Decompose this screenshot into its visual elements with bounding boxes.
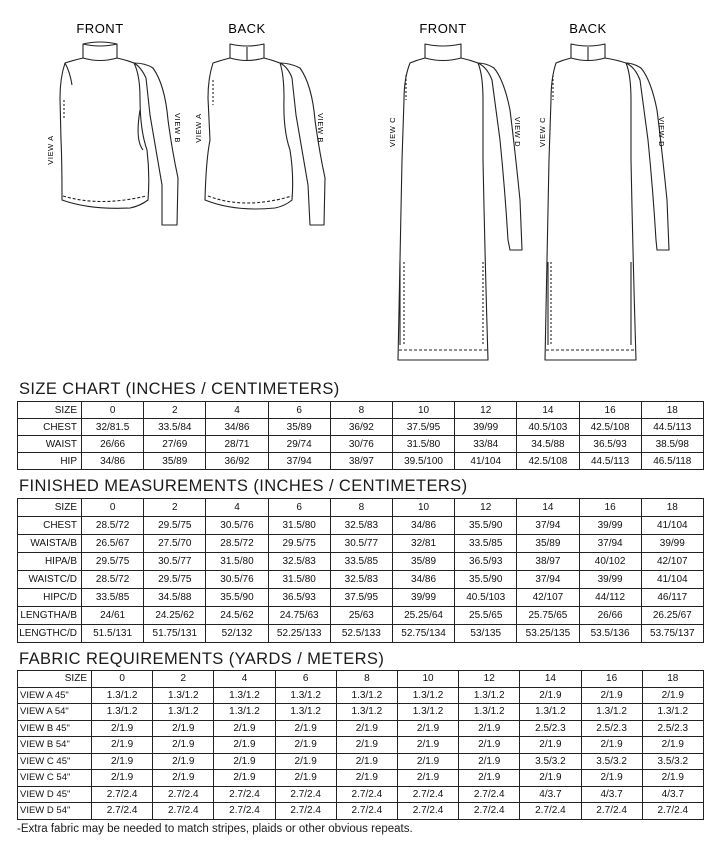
table-row — [18, 720, 704, 737]
table-cell: 2/1.9 — [275, 770, 336, 787]
table-cell: 28/71 — [206, 436, 268, 453]
table-cell: 2.7/2.4 — [214, 803, 275, 820]
size-header-cell: 8 — [336, 671, 397, 688]
table-cell: 2.7/2.4 — [520, 803, 581, 820]
table-cell: 32.5/83 — [330, 517, 392, 535]
table-cell: 2/1.9 — [581, 737, 642, 754]
table-cell: 53/135 — [455, 625, 517, 643]
table-cell: 2/1.9 — [336, 720, 397, 737]
table-cell: 2/1.9 — [459, 770, 520, 787]
table-row — [18, 704, 704, 721]
table-cell: 3.5/3.2 — [642, 753, 703, 770]
table-cell: 2/1.9 — [459, 753, 520, 770]
table-row — [18, 436, 704, 453]
size-header-cell: 0 — [82, 499, 144, 517]
finished-measurements-table — [17, 498, 704, 643]
row-label: VIEW C 54" — [18, 770, 92, 787]
size-header-cell: 0 — [92, 671, 153, 688]
table-cell: 40.5/103 — [455, 589, 517, 607]
table-cell: 42.5/108 — [579, 419, 641, 436]
table-cell: 30.5/76 — [206, 571, 268, 589]
table-cell: 2.7/2.4 — [214, 786, 275, 803]
table-cell: 2/1.9 — [397, 770, 458, 787]
table-row — [18, 419, 704, 436]
table-cell: 51.75/131 — [144, 625, 206, 643]
table-cell: 2/1.9 — [275, 753, 336, 770]
row-label: WAISTA/B — [18, 535, 82, 553]
table-cell: 2/1.9 — [275, 737, 336, 754]
table-cell: 27.5/70 — [144, 535, 206, 553]
table-cell: 41/104 — [641, 517, 703, 535]
size-header-cell: 6 — [268, 402, 330, 419]
table-cell: 26/66 — [82, 436, 144, 453]
table-cell: 2/1.9 — [581, 770, 642, 787]
table-cell: 36.5/93 — [455, 553, 517, 571]
size-header-cell: 12 — [455, 402, 517, 419]
table-cell: 2/1.9 — [520, 737, 581, 754]
row-label: VIEW C 45" — [18, 753, 92, 770]
table-cell: 24.25/62 — [144, 607, 206, 625]
dress-front-drawing — [398, 44, 522, 360]
back-label-dress: BACK — [569, 21, 607, 36]
table-cell: 3.5/3.2 — [581, 753, 642, 770]
table-cell: 2/1.9 — [642, 737, 703, 754]
table-cell: 2.7/2.4 — [642, 803, 703, 820]
table-cell: 35/89 — [144, 453, 206, 470]
view-b-label-front: VIEW B — [173, 113, 182, 143]
table-cell: 53.5/136 — [579, 625, 641, 643]
table-cell: 42/107 — [641, 553, 703, 571]
dress-back-drawing — [545, 44, 669, 360]
table-row — [18, 453, 704, 470]
front-label-dress: FRONT — [419, 21, 467, 36]
table-cell: 37/94 — [579, 535, 641, 553]
table-cell: 36/92 — [206, 453, 268, 470]
table-cell: 39/99 — [455, 419, 517, 436]
fabric-requirements-title: FABRIC REQUIREMENTS (YARDS / METERS) — [19, 650, 385, 668]
table-cell: 1.3/1.2 — [275, 704, 336, 721]
size-header-cell: 10 — [392, 499, 454, 517]
table-cell: 42/107 — [517, 589, 579, 607]
table-cell: 2/1.9 — [275, 720, 336, 737]
table-cell: 2/1.9 — [214, 770, 275, 787]
table-cell: 4/3.7 — [581, 786, 642, 803]
table-header-row — [18, 402, 704, 419]
view-a-label-front: VIEW A — [46, 135, 55, 165]
table-row — [18, 687, 704, 704]
table-cell: 2.7/2.4 — [92, 786, 153, 803]
size-chart-table — [17, 401, 704, 470]
table-row — [18, 535, 704, 553]
row-label: HIPA/B — [18, 553, 82, 571]
table-cell: 2.7/2.4 — [581, 803, 642, 820]
fabric-requirements-table — [17, 670, 704, 820]
table-cell: 2/1.9 — [336, 770, 397, 787]
view-b-label-back: VIEW B — [316, 113, 325, 143]
size-header-label: SIZE — [18, 671, 92, 688]
table-cell: 2.5/2.3 — [581, 720, 642, 737]
size-header-cell: 16 — [579, 402, 641, 419]
top-front-drawing — [60, 42, 178, 225]
table-cell: 25.25/64 — [392, 607, 454, 625]
table-cell: 33/84 — [455, 436, 517, 453]
table-cell: 32/81.5 — [82, 419, 144, 436]
table-cell: 2/1.9 — [397, 737, 458, 754]
size-chart-title: SIZE CHART (INCHES / CENTIMETERS) — [19, 380, 340, 398]
table-cell: 2/1.9 — [92, 753, 153, 770]
table-cell: 30.5/76 — [206, 517, 268, 535]
table-cell: 1.3/1.2 — [275, 687, 336, 704]
table-cell: 2/1.9 — [153, 737, 214, 754]
table-cell: 31.5/80 — [206, 553, 268, 571]
table-cell: 34.5/88 — [517, 436, 579, 453]
table-cell: 40.5/103 — [517, 419, 579, 436]
table-cell: 1.3/1.2 — [642, 704, 703, 721]
table-cell: 51.5/131 — [82, 625, 144, 643]
table-cell: 26.5/67 — [82, 535, 144, 553]
table-cell: 29.5/75 — [268, 535, 330, 553]
size-header-cell: 6 — [275, 671, 336, 688]
table-cell: 53.25/135 — [517, 625, 579, 643]
table-cell: 2.7/2.4 — [459, 803, 520, 820]
table-cell: 27/69 — [144, 436, 206, 453]
table-cell: 31.5/80 — [268, 571, 330, 589]
table-cell: 29/74 — [268, 436, 330, 453]
table-cell: 37.5/95 — [392, 419, 454, 436]
table-cell: 1.3/1.2 — [153, 687, 214, 704]
table-cell: 2.7/2.4 — [336, 803, 397, 820]
row-label: VIEW B 54" — [18, 737, 92, 754]
table-cell: 35/89 — [517, 535, 579, 553]
table-cell: 28.5/72 — [82, 517, 144, 535]
table-cell: 2/1.9 — [153, 770, 214, 787]
table-cell: 33.5/84 — [144, 419, 206, 436]
table-cell: 31.5/80 — [268, 517, 330, 535]
row-label: LENGTHC/D — [18, 625, 82, 643]
table-cell: 30.5/77 — [330, 535, 392, 553]
table-cell: 2/1.9 — [520, 687, 581, 704]
table-cell: 2.7/2.4 — [275, 803, 336, 820]
table-cell: 1.3/1.2 — [459, 687, 520, 704]
table-cell: 52.25/133 — [268, 625, 330, 643]
size-header-cell: 10 — [392, 402, 454, 419]
finished-measurements-title: FINISHED MEASUREMENTS (INCHES / CENTIMETERS) — [19, 477, 468, 495]
table-cell: 2.7/2.4 — [153, 803, 214, 820]
table-cell: 41/104 — [641, 571, 703, 589]
table-cell: 25/63 — [330, 607, 392, 625]
table-cell: 24.5/62 — [206, 607, 268, 625]
table-cell: 2.5/2.3 — [520, 720, 581, 737]
view-c-label-front: VIEW C — [388, 116, 397, 148]
table-cell: 2/1.9 — [92, 720, 153, 737]
size-header-cell: 10 — [397, 671, 458, 688]
size-header-cell: 12 — [459, 671, 520, 688]
row-label: HIPC/D — [18, 589, 82, 607]
size-header-cell: 2 — [144, 499, 206, 517]
table-cell: 44.5/113 — [641, 419, 703, 436]
row-label: VIEW A 45" — [18, 687, 92, 704]
size-header-cell: 4 — [214, 671, 275, 688]
size-header-cell: 14 — [517, 499, 579, 517]
table-cell: 1.3/1.2 — [581, 704, 642, 721]
size-header-cell: 6 — [268, 499, 330, 517]
table-cell: 2/1.9 — [92, 737, 153, 754]
table-cell: 38/97 — [330, 453, 392, 470]
table-row — [18, 770, 704, 787]
table-cell: 2/1.9 — [520, 770, 581, 787]
size-header-cell: 0 — [82, 402, 144, 419]
table-cell: 34/86 — [392, 517, 454, 535]
table-cell: 42.5/108 — [517, 453, 579, 470]
size-header-label: SIZE — [18, 402, 82, 419]
table-cell: 28.5/72 — [82, 571, 144, 589]
row-label: CHEST — [18, 517, 82, 535]
table-cell: 34/86 — [206, 419, 268, 436]
table-cell: 39/99 — [579, 517, 641, 535]
table-cell: 29.5/75 — [144, 517, 206, 535]
table-row — [18, 753, 704, 770]
table-cell: 36.5/93 — [268, 589, 330, 607]
table-cell: 25.5/65 — [455, 607, 517, 625]
size-header-cell: 18 — [642, 671, 703, 688]
row-label: HIP — [18, 453, 82, 470]
table-cell: 2/1.9 — [214, 737, 275, 754]
size-header-cell: 8 — [330, 402, 392, 419]
row-label: CHEST — [18, 419, 82, 436]
size-header-cell: 8 — [330, 499, 392, 517]
table-row — [18, 786, 704, 803]
table-cell: 35/89 — [268, 419, 330, 436]
table-row — [18, 625, 704, 643]
table-cell: 2.7/2.4 — [459, 786, 520, 803]
table-cell: 3.5/3.2 — [520, 753, 581, 770]
table-cell: 37/94 — [517, 517, 579, 535]
table-cell: 35.5/90 — [455, 517, 517, 535]
row-label: WAIST — [18, 436, 82, 453]
size-header-cell: 16 — [581, 671, 642, 688]
table-cell: 2/1.9 — [397, 720, 458, 737]
table-cell: 52.5/133 — [330, 625, 392, 643]
table-cell: 34/86 — [82, 453, 144, 470]
table-cell: 32/81 — [392, 535, 454, 553]
table-cell: 2/1.9 — [153, 753, 214, 770]
table-cell: 29.5/75 — [144, 571, 206, 589]
table-cell: 2/1.9 — [92, 770, 153, 787]
table-cell: 2.7/2.4 — [397, 803, 458, 820]
size-header-cell: 18 — [641, 499, 703, 517]
table-cell: 52.75/134 — [392, 625, 454, 643]
table-cell: 29.5/75 — [82, 553, 144, 571]
table-cell: 1.3/1.2 — [336, 704, 397, 721]
size-header-cell: 2 — [144, 402, 206, 419]
table-cell: 44/112 — [579, 589, 641, 607]
table-row — [18, 803, 704, 820]
size-header-cell: 18 — [641, 402, 703, 419]
table-cell: 35.5/90 — [206, 589, 268, 607]
size-header-cell: 4 — [206, 499, 268, 517]
size-header-cell: 4 — [206, 402, 268, 419]
table-cell: 35.5/90 — [455, 571, 517, 589]
size-header-cell: 16 — [579, 499, 641, 517]
table-cell: 1.3/1.2 — [397, 704, 458, 721]
table-cell: 2/1.9 — [153, 720, 214, 737]
table-cell: 36/92 — [330, 419, 392, 436]
row-label: LENGTHA/B — [18, 607, 82, 625]
front-label: FRONT — [76, 21, 124, 36]
back-label: BACK — [228, 21, 266, 36]
table-cell: 2/1.9 — [581, 687, 642, 704]
table-cell: 46/117 — [641, 589, 703, 607]
table-cell: 1.3/1.2 — [92, 687, 153, 704]
table-cell: 28.5/72 — [206, 535, 268, 553]
table-cell: 31.5/80 — [392, 436, 454, 453]
table-cell: 53.75/137 — [641, 625, 703, 643]
footnote: -Extra fabric may be needed to match stripes, plaids or other obvious repeats. — [17, 823, 413, 835]
table-row — [18, 607, 704, 625]
table-cell: 1.3/1.2 — [92, 704, 153, 721]
row-label: WAISTC/D — [18, 571, 82, 589]
table-cell: 2/1.9 — [459, 720, 520, 737]
table-cell: 34/86 — [392, 571, 454, 589]
table-cell: 39/99 — [579, 571, 641, 589]
table-cell: 1.3/1.2 — [520, 704, 581, 721]
table-cell: 25.75/65 — [517, 607, 579, 625]
table-cell: 2/1.9 — [397, 753, 458, 770]
table-cell: 1.3/1.2 — [459, 704, 520, 721]
view-d-label-front: VIEW D — [513, 116, 522, 148]
table-cell: 38/97 — [517, 553, 579, 571]
row-label: VIEW A 54" — [18, 704, 92, 721]
row-label: VIEW B 45" — [18, 720, 92, 737]
table-cell: 39/99 — [392, 589, 454, 607]
table-cell: 44.5/113 — [579, 453, 641, 470]
table-cell: 2/1.9 — [459, 737, 520, 754]
table-cell: 52/132 — [206, 625, 268, 643]
table-cell: 2/1.9 — [642, 687, 703, 704]
table-cell: 35/89 — [392, 553, 454, 571]
table-row — [18, 571, 704, 589]
table-row — [18, 553, 704, 571]
table-row — [18, 737, 704, 754]
table-cell: 2/1.9 — [336, 737, 397, 754]
table-cell: 32.5/83 — [330, 571, 392, 589]
table-cell: 37/94 — [268, 453, 330, 470]
size-header-cell: 14 — [520, 671, 581, 688]
table-cell: 4/3.7 — [642, 786, 703, 803]
table-cell: 26.25/67 — [641, 607, 703, 625]
table-cell: 2.5/2.3 — [642, 720, 703, 737]
table-row — [18, 517, 704, 535]
table-cell: 2.7/2.4 — [153, 786, 214, 803]
table-cell: 33.5/85 — [455, 535, 517, 553]
table-cell: 24.75/63 — [268, 607, 330, 625]
table-cell: 1.3/1.2 — [336, 687, 397, 704]
view-d-label-back: VIEW D — [657, 116, 666, 148]
table-cell: 2.7/2.4 — [397, 786, 458, 803]
table-cell: 2.7/2.4 — [275, 786, 336, 803]
table-cell: 2.7/2.4 — [336, 786, 397, 803]
table-cell: 37/94 — [517, 571, 579, 589]
table-cell: 30.5/77 — [144, 553, 206, 571]
table-cell: 30/76 — [330, 436, 392, 453]
size-header-label: SIZE — [18, 499, 82, 517]
table-cell: 2/1.9 — [214, 720, 275, 737]
table-cell: 26/66 — [579, 607, 641, 625]
table-cell: 33.5/85 — [330, 553, 392, 571]
table-cell: 39/99 — [641, 535, 703, 553]
table-cell: 36.5/93 — [579, 436, 641, 453]
table-cell: 1.3/1.2 — [153, 704, 214, 721]
table-cell: 1.3/1.2 — [214, 704, 275, 721]
table-row — [18, 589, 704, 607]
technical-drawings — [0, 0, 720, 375]
table-cell: 2.7/2.4 — [92, 803, 153, 820]
table-cell: 2/1.9 — [214, 753, 275, 770]
table-cell: 38.5/98 — [641, 436, 703, 453]
table-cell: 33.5/85 — [82, 589, 144, 607]
table-cell: 32.5/83 — [268, 553, 330, 571]
garment-illustrations — [0, 0, 720, 375]
table-cell: 2/1.9 — [336, 753, 397, 770]
table-cell: 46.5/118 — [641, 453, 703, 470]
view-c-label-back: VIEW C — [538, 116, 547, 148]
table-header-row — [18, 671, 704, 688]
table-cell: 39.5/100 — [392, 453, 454, 470]
size-header-cell: 2 — [153, 671, 214, 688]
table-cell: 1.3/1.2 — [397, 687, 458, 704]
table-cell: 24/61 — [82, 607, 144, 625]
top-back-drawing — [205, 44, 325, 225]
table-cell: 2/1.9 — [642, 770, 703, 787]
row-label: VIEW D 54" — [18, 803, 92, 820]
row-label: VIEW D 45" — [18, 786, 92, 803]
table-cell: 34.5/88 — [144, 589, 206, 607]
table-cell: 40/102 — [579, 553, 641, 571]
table-header-row — [18, 499, 704, 517]
size-header-cell: 14 — [517, 402, 579, 419]
table-cell: 1.3/1.2 — [214, 687, 275, 704]
size-header-cell: 12 — [455, 499, 517, 517]
table-cell: 41/104 — [455, 453, 517, 470]
table-cell: 4/3.7 — [520, 786, 581, 803]
view-a-label-back: VIEW A — [194, 113, 203, 143]
table-cell: 37.5/95 — [330, 589, 392, 607]
